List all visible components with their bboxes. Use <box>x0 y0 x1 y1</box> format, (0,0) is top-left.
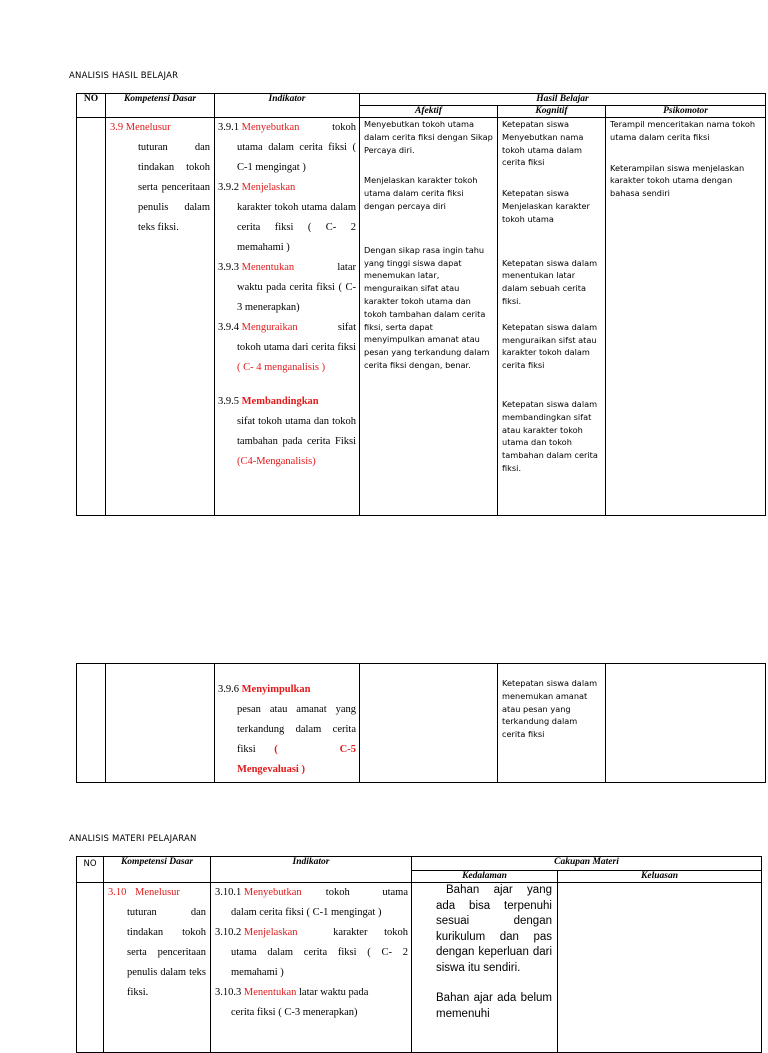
col-header-no: NO <box>77 857 104 883</box>
indikator-level: ( C- 4 menganalisis ) <box>237 362 326 373</box>
col-header-afektif: Afektif <box>360 106 498 118</box>
col-header-hasil-belajar: Hasil Belajar <box>360 94 766 106</box>
cell-indikator <box>215 118 360 516</box>
cell-no <box>77 118 106 516</box>
indikator-verb: Menguraikan <box>241 322 298 333</box>
cell-keluasan <box>558 883 762 1053</box>
indikator-verb: Menjelaskan <box>243 927 298 938</box>
kognitif-item: Ketepatan siswa Menyebutkan nama tokoh utama dalam cerita fiksi <box>502 119 584 168</box>
kedalaman-item: Bahan ajar ada belum memenuhi <box>436 992 552 1020</box>
cell-no <box>77 883 104 1053</box>
indikator-item: 3.9.1 Menyebutkan tokoh utama dalam cerita fiksi ( C-1 mengingat ) <box>218 122 356 173</box>
kognitif-item: Ketepatan siswa dalam menemukan amanat atau pesan yang terkandung dalam cerita fiksi <box>502 678 598 740</box>
col-header-cakupan-materi: Cakupan Materi <box>412 857 762 871</box>
indikator-verb: Menyebutkan <box>243 887 302 898</box>
kd-number: 3.9 <box>110 122 124 133</box>
kedalaman-item: Bahan ajar yang ada bisa terpenuhi sesuai dengan kurikulum dan pas dengan keperluan dari siswa itu sendiri. <box>436 884 552 974</box>
indikator-item: 3.9.5 Membandingkan sifat tokoh utama dan tokoh tambahan pada cerita Fiksi (C4-Menganalisis) <box>218 396 356 467</box>
kd-verb: Menelusur <box>135 887 180 898</box>
col-header-indikator: Indikator <box>211 857 412 883</box>
cell-kompetensi-dasar <box>106 118 215 516</box>
indikator-item: 3.9.3 Menentukan latar waktu pada cerita fiksi ( C-3 menerapkan) <box>218 262 356 313</box>
col-header-kognitif: Kognitif <box>498 106 606 118</box>
section-heading-materi-pelajaran: ANALISIS MATERI PELAJARAN <box>69 834 197 844</box>
indikator-verb: Menyimpulkan <box>241 684 311 695</box>
indikator-item: 3.10.2 Menjelaskan karakter tokoh utama dalam cerita fiksi ( C- 2 memahami ) <box>215 927 408 978</box>
kognitif-item: Ketepatan siswa dalam menentukan latar dalam sebuah cerita fiksi. <box>502 257 598 306</box>
col-header-no: NO <box>77 94 106 118</box>
cell-indikator <box>211 883 412 1053</box>
col-header-kedalaman: Kedalaman <box>412 871 558 883</box>
indikator-item: 3.10.1 Menyebutkan tokoh utama dalam cerita fiksi ( C-1 mengingat ) <box>215 887 408 918</box>
indikator-item: 3.9.4 Menguraikan sifat tokoh utama dari cerita fiksi ( C- 4 menganalisis ) <box>218 322 356 373</box>
indikator-level: (C4-Menganalisis) <box>237 456 316 467</box>
indikator-verb: Menjelaskan <box>241 182 296 193</box>
indikator-verb: Menentukan <box>241 262 295 273</box>
kd-text: tuturan dan tindakan tokoh serta penceritaan penulis dalam teks fiksi. <box>138 142 210 233</box>
col-header-kompetensi-dasar: Kompetensi Dasar <box>106 94 215 118</box>
indikator-level: Mengevaluasi ) <box>237 764 305 775</box>
indikator-verb: Menentukan <box>243 987 297 998</box>
cell-psikomotor <box>606 118 766 516</box>
cell-no <box>77 664 106 783</box>
section-heading-hasil-belajar: ANALISIS HASIL BELAJAR <box>69 71 179 81</box>
psikomotor-item: Keterampilan siswa menjelaskan karakter tokoh utama dengan bahasa sendiri <box>610 162 745 199</box>
hasil-belajar-table <box>76 93 766 516</box>
indikator-level-code: C-5 <box>339 744 356 755</box>
col-header-kompetensi-dasar: Kompetensi Dasar <box>104 857 211 883</box>
kognitif-item: Ketepatan siswa Menjelaskan karakter tokoh utama <box>502 188 590 224</box>
cell-kedalaman <box>412 883 558 1053</box>
materi-pelajaran-table <box>76 856 762 1053</box>
col-header-psikomotor: Psikomotor <box>606 106 766 118</box>
cell-psikomotor <box>606 664 766 783</box>
indikator-item: 3.9.2 Menjelaskan karakter tokoh utama dalam cerita fiksi ( C- 2 memahami ) <box>218 182 356 253</box>
col-header-indikator: Indikator <box>215 94 360 118</box>
indikator-verb: Menyebutkan <box>241 122 300 133</box>
kognitif-item: Ketepatan siswa dalam menguraikan sifst atau karakter tokoh dalam cerita fiksi <box>502 321 598 371</box>
kognitif-item: Ketepatan siswa dalam membandingkan sifat atau karakter tokoh utama dan tokoh tambahan dalam cerita fiksi. <box>502 398 598 473</box>
cell-kompetensi-dasar <box>106 664 215 783</box>
indikator-item: 3.10.3 Menentukan latar waktu pada cerita fiksi ( C-3 menerapkan) <box>215 987 369 1018</box>
cell-kompetensi-dasar <box>104 883 211 1053</box>
hasil-belajar-table-continued <box>76 663 766 783</box>
cell-afektif <box>360 664 498 783</box>
cell-kognitif <box>498 664 606 783</box>
afektif-item: Menjelaskan karakter tokoh utama dalam cerita fiksi dengan percaya diri <box>364 175 478 211</box>
cell-indikator <box>215 664 360 783</box>
cell-kognitif <box>498 118 606 516</box>
cell-afektif <box>360 118 498 516</box>
indikator-item: 3.9.6 Menyimpulkan pesan atau amanat yang terkandung dalam cerita fiksi ( C-5 Mengevaluasi ) <box>218 680 356 780</box>
col-header-keluasan: Keluasan <box>558 871 762 883</box>
kd-text: tuturan dan tindakan tokoh serta penceritaan penulis dalam teks fiksi. <box>127 907 206 998</box>
psikomotor-item: Terampil menceritakan nama tokoh utama dalam cerita fiksi <box>610 119 756 142</box>
afektif-item: Dengan sikap rasa ingin tahu yang tinggi siswa dapat menemukan latar, menguraikan sifat atau karakter tokoh utama dan tokoh tambahan dalam cerita fiksi, serta dapat menyimpulkan amanat atau pesan yang terkandung dalam cerita fiksi dengan, benar. <box>364 244 490 370</box>
indikator-level-open: ( <box>274 744 278 755</box>
kd-number: 3.10 <box>108 887 127 898</box>
kd-verb: Menelusur <box>125 122 171 133</box>
afektif-item: Menyebutkan tokoh utama dalam cerita fiksi dengan Sikap Percaya diri. <box>364 119 493 155</box>
indikator-verb: Membandingkan <box>241 396 319 407</box>
